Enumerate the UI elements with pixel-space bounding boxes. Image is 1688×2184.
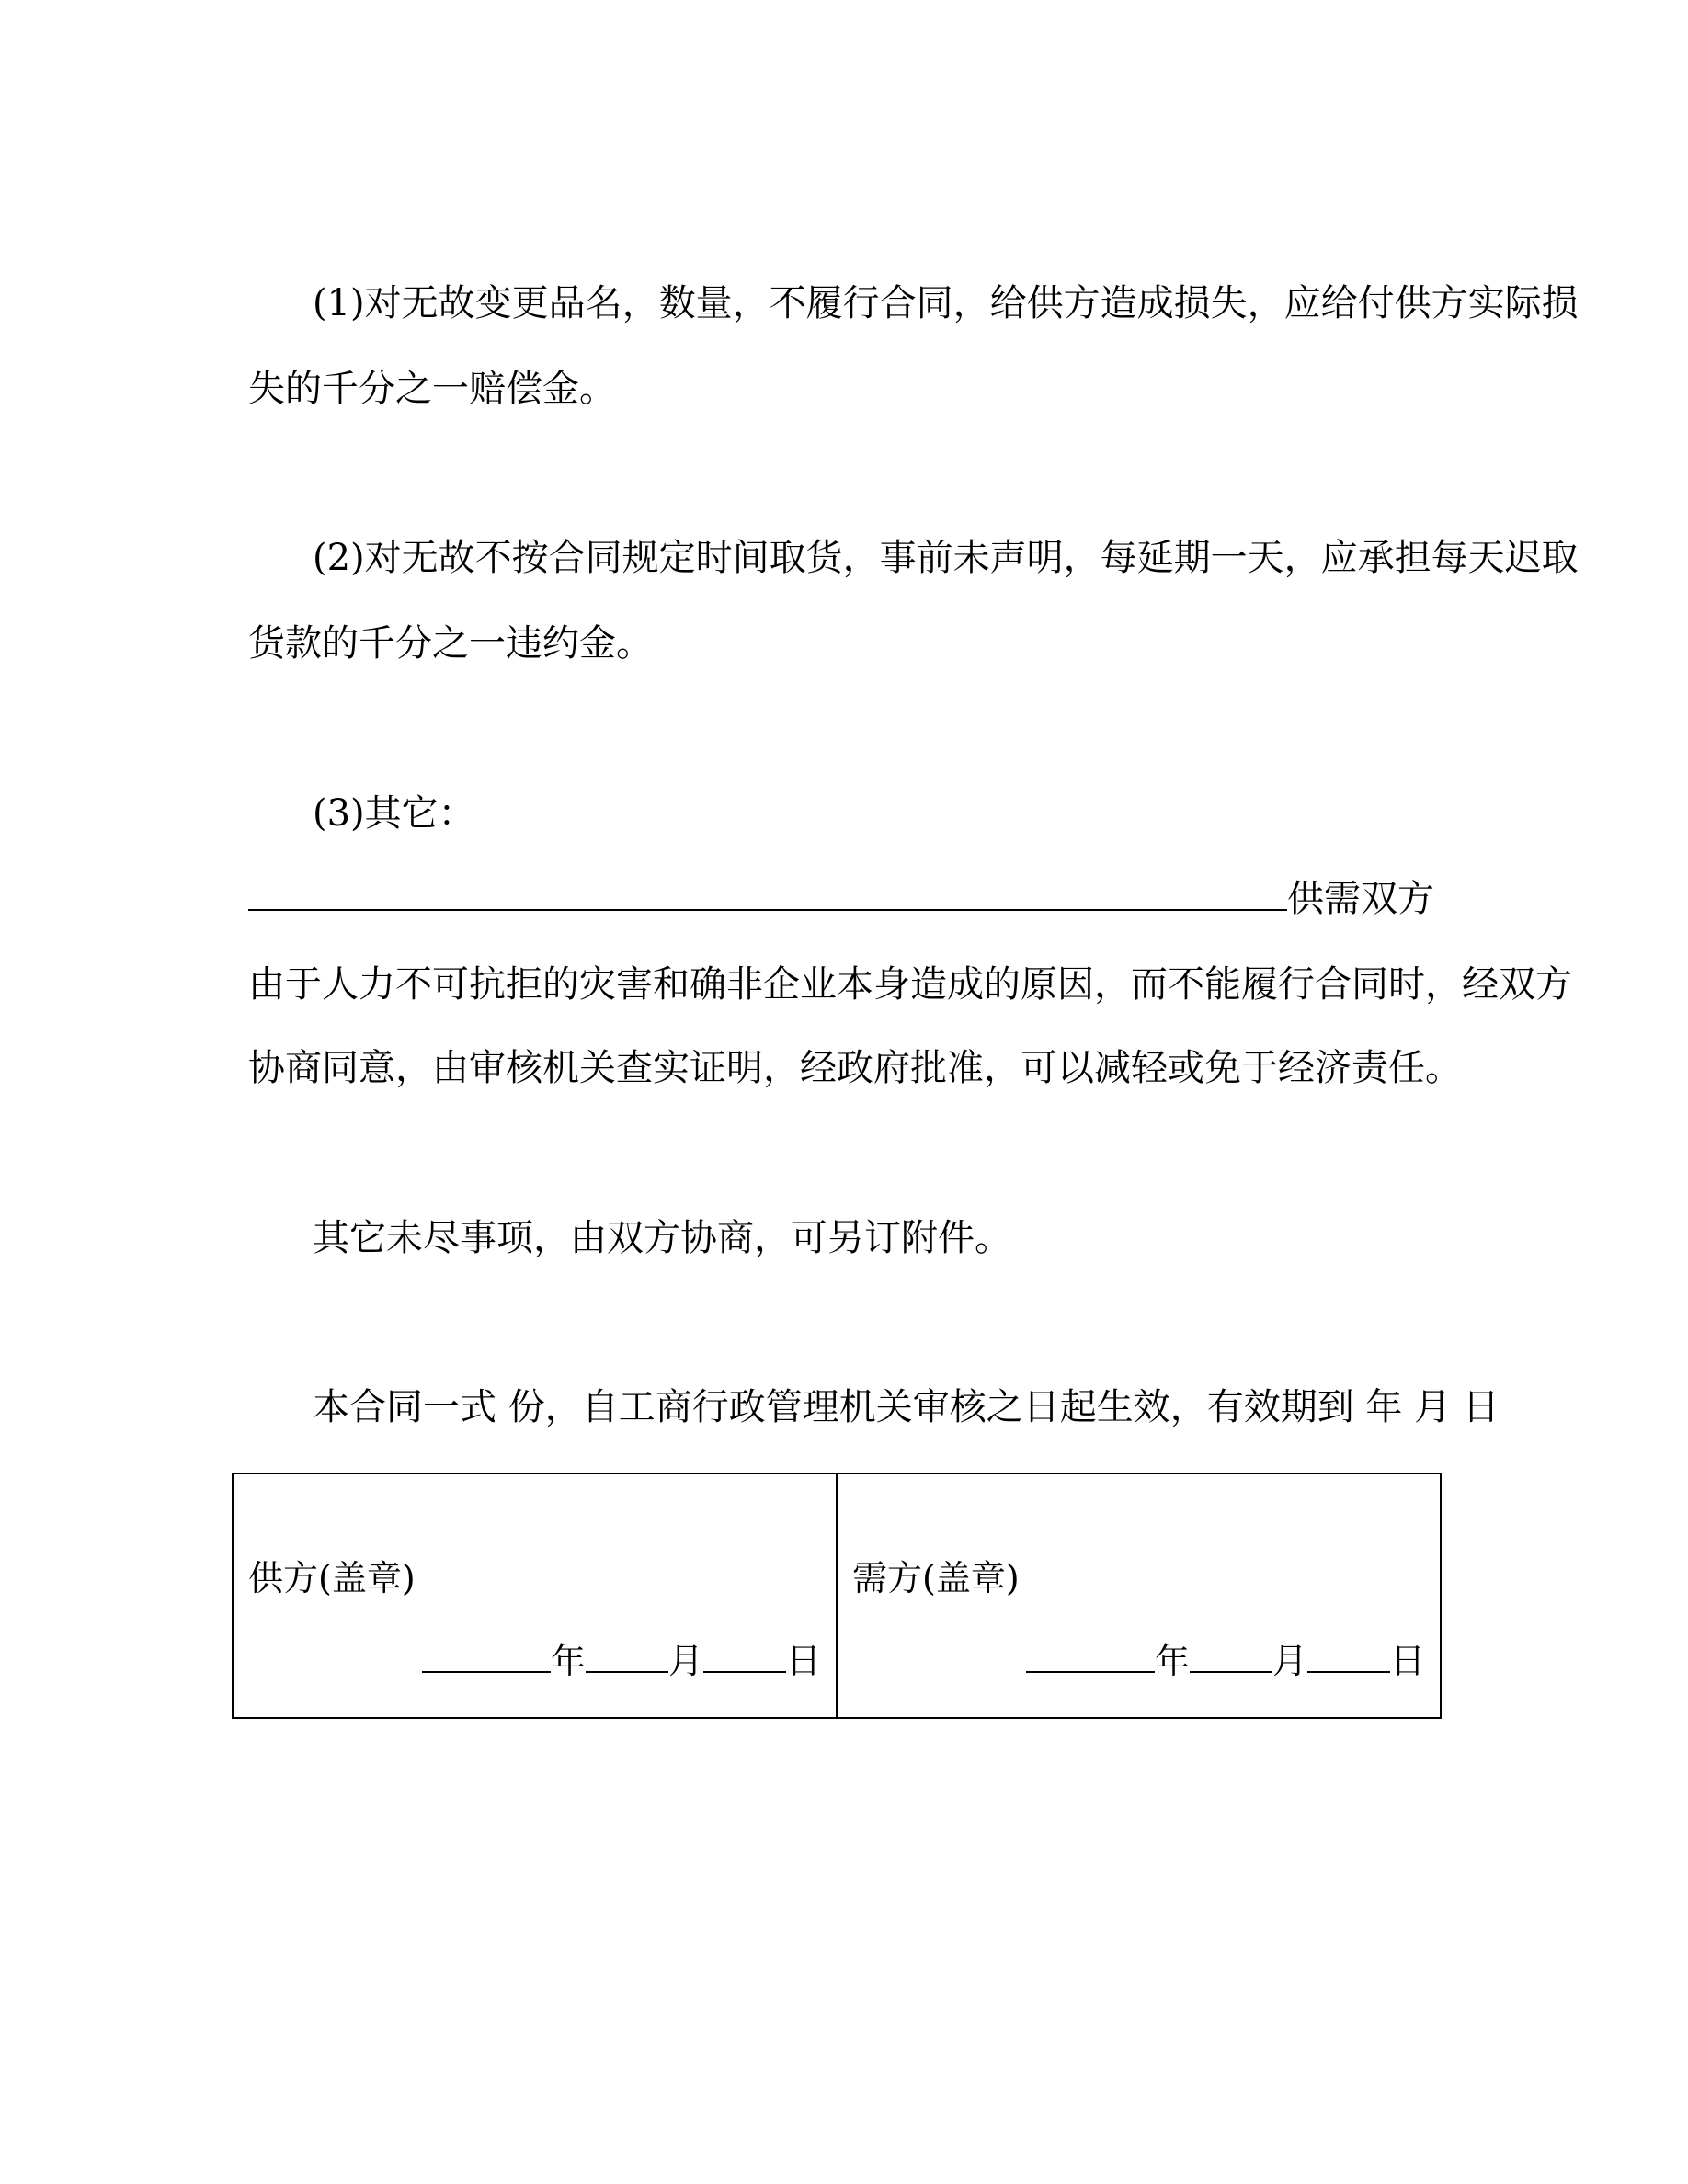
supplier-seal-label: 供方(盖章) xyxy=(248,1558,416,1598)
supplier-cell xyxy=(233,1473,837,1718)
day-blank[interactable] xyxy=(1307,1640,1390,1673)
month-blank[interactable] xyxy=(1190,1640,1272,1673)
buyer-seal-label: 需方(盖章) xyxy=(852,1558,1020,1598)
fill-in-blank[interactable] xyxy=(248,878,1287,911)
month-blank[interactable] xyxy=(586,1640,668,1673)
month-label: 月 xyxy=(1272,1641,1307,1681)
buyer-cell xyxy=(837,1473,1441,1718)
clause-2-line-2: 货款的千分之一违约金。 xyxy=(248,622,653,665)
month-label: 月 xyxy=(667,1641,703,1681)
clause-2-line-1: (2)对无故不按合同规定时间取货，事前未声明，每延期一天，应承担每天迟取 xyxy=(313,537,1579,579)
signature-table xyxy=(232,1473,1442,1719)
year-blank[interactable] xyxy=(422,1640,551,1673)
year-label: 年 xyxy=(550,1641,586,1681)
validity-clause: 本合同一式 份，自工商行政管理机关审核之日起生效，有效期到 年 月 日 xyxy=(313,1386,1500,1428)
clause-3-line-2 xyxy=(248,876,1434,922)
clause-1-line-2: 失的千分之一赔偿金。 xyxy=(248,368,616,410)
day-label: 日 xyxy=(785,1641,821,1681)
day-blank[interactable] xyxy=(703,1640,786,1673)
clause-3-line-4: 协商同意，由审核机关查实证明，经政府批准，可以减轻或免于经济责任。 xyxy=(248,1047,1462,1089)
clause-3-line-3: 由于人力不可抗拒的灾害和确非企业本身造成的原因，而不能履行合同时，经双方 xyxy=(248,963,1572,1006)
year-blank[interactable] xyxy=(1026,1640,1155,1673)
day-label: 日 xyxy=(1389,1641,1425,1681)
clause-3-line-1: (3)其它： xyxy=(313,792,475,835)
supplier-date xyxy=(422,1632,821,1683)
clause-3-tail: 供需双方 xyxy=(1287,878,1434,920)
year-label: 年 xyxy=(1154,1641,1190,1681)
buyer-date xyxy=(1026,1632,1425,1683)
other-matters: 其它未尽事项，由双方协商，可另订附件。 xyxy=(313,1217,1011,1259)
clause-1-line-1: (1)对无故变更品名，数量，不履行合同，给供方造成损失，应给付供方实际损 xyxy=(313,282,1579,324)
